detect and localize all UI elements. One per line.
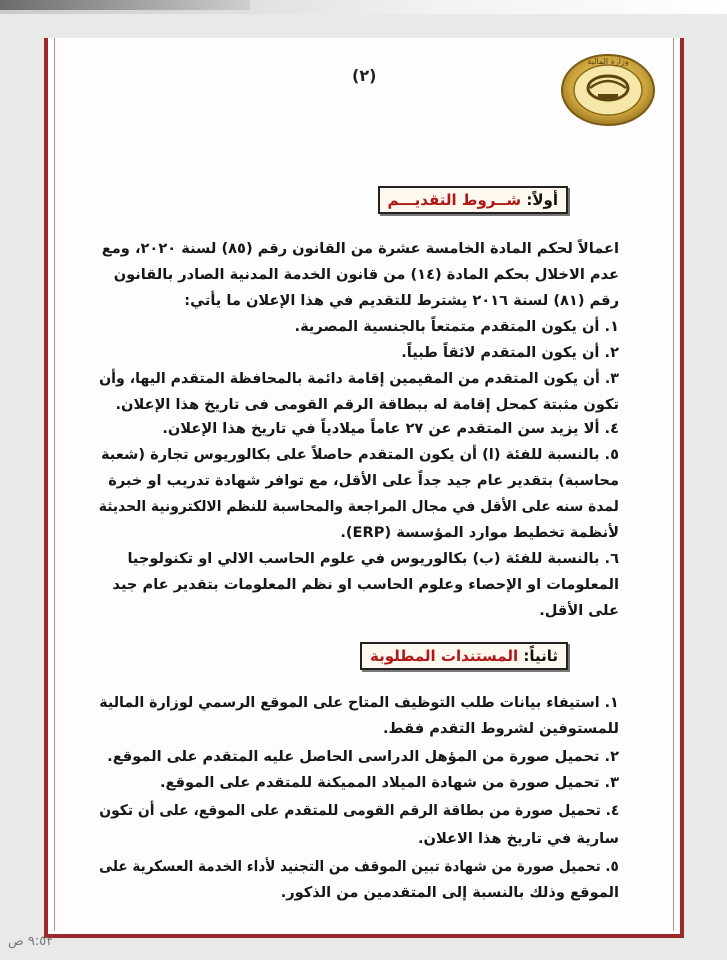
text-line: تكون مثبتة كمحل إقامة له ببطاقة الرقم القومى فى تاريخ هذا الإعلان. (115, 396, 619, 413)
section1-title: شــروط التقديـــم (387, 191, 522, 209)
list-item: ٢. أن يكون المتقدم لائقاً طبياً. (401, 344, 619, 361)
text-line: لمدة سنه على الأقل في مجال المراجعة والمحاسبة للنظم الالكترونية الحديثة (98, 498, 619, 515)
section2-title: المستندات المطلوبة (369, 647, 519, 665)
list-item: ٥. تحميل صورة من شهادة تبين الموقف من التجنيد لأداء الخدمة العسكرية على (99, 858, 619, 875)
text-line: محاسبة) بتقدير عام جيد جداً على الأقل، مع توافر شهادة تدريب او خبرة (108, 472, 619, 489)
section-heading-documents (360, 642, 568, 670)
section2-prefix: ثانياً: (523, 647, 558, 665)
list-item: ١. أن يكون المتقدم متمتعاً بالجنسية المصرية. (294, 318, 619, 335)
text-line: رقم (٨١) لسنة ٢٠١٦ يشترط للتقديم في هذا الإعلان ما يأتي: (184, 292, 619, 309)
text-line: للمستوفين لشروط التقدم فقط. (382, 720, 619, 737)
section1-prefix: أولاً: (526, 191, 558, 209)
list-item: ٤. تحميل صورة من بطاقة الرقم القومى للمتقدم على الموقع، على أن تكون (98, 802, 619, 819)
page-number: (٢) (352, 66, 377, 85)
text-line: الموقع وذلك بالنسبة إلى المتقدمين من الذكور. (280, 884, 619, 901)
text-line: اعمالاً لحكم المادة الخامسة عشرة من القانون رقم (٨٥) لسنة ٢٠٢٠، ومع (101, 240, 619, 257)
list-item: ٦. بالنسبة للفئة (ب) بكالوريوس في علوم الحاسب الالي او تكنولوجيا (127, 550, 619, 567)
list-item: ١. استيفاء بيانات طلب التوظيف المتاح على الموقع الرسمي لوزارة المالية (99, 694, 619, 711)
list-item: ٤. ألا يزيد سن المتقدم عن ٢٧ عاماً ميلادياً في تاريخ هذا الإعلان. (162, 420, 619, 437)
list-item: ٣. تحميل صورة من شهادة الميلاد المميكنة للمتقدم على الموقع. (159, 774, 619, 791)
seal-text: وزارة المالية (587, 57, 629, 66)
list-item: ٥. بالنسبة للفئة (ا) أن يكون المتقدم حاصلاً على بكالوريوس تجارة (شعبة (100, 446, 619, 463)
status-strip-shade (0, 0, 250, 10)
text-line: عدم الاخلال بحكم المادة (١٤) من قانون الخدمة المدنية الصادر بالقانون (113, 266, 619, 283)
section-heading-conditions (378, 186, 568, 214)
text-line: المعلومات او الإحصاء وعلوم الحاسب او نظم المعلومات بتقدير عام جيد (112, 576, 619, 593)
text-line: على الأقل. (539, 602, 619, 619)
timestamp-label: ٩:٥٢ ص (8, 934, 54, 949)
text-line: سارية في تاريخ هذا الاعلان. (417, 830, 619, 847)
list-item: ٢. تحميل صورة من المؤهل الدراسى الحاصل عليه المتقدم على الموقع. (107, 748, 619, 765)
ministry-seal-logo (558, 52, 658, 128)
top-status-strip (0, 0, 727, 14)
list-item: ٣. أن يكون المتقدم من المقيمين إقامة دائمة بالمحافظة المتقدم اليها، وأن (99, 370, 619, 387)
text-line: لأنظمة تخطيط موارد المؤسسة (ERP). (340, 524, 619, 541)
